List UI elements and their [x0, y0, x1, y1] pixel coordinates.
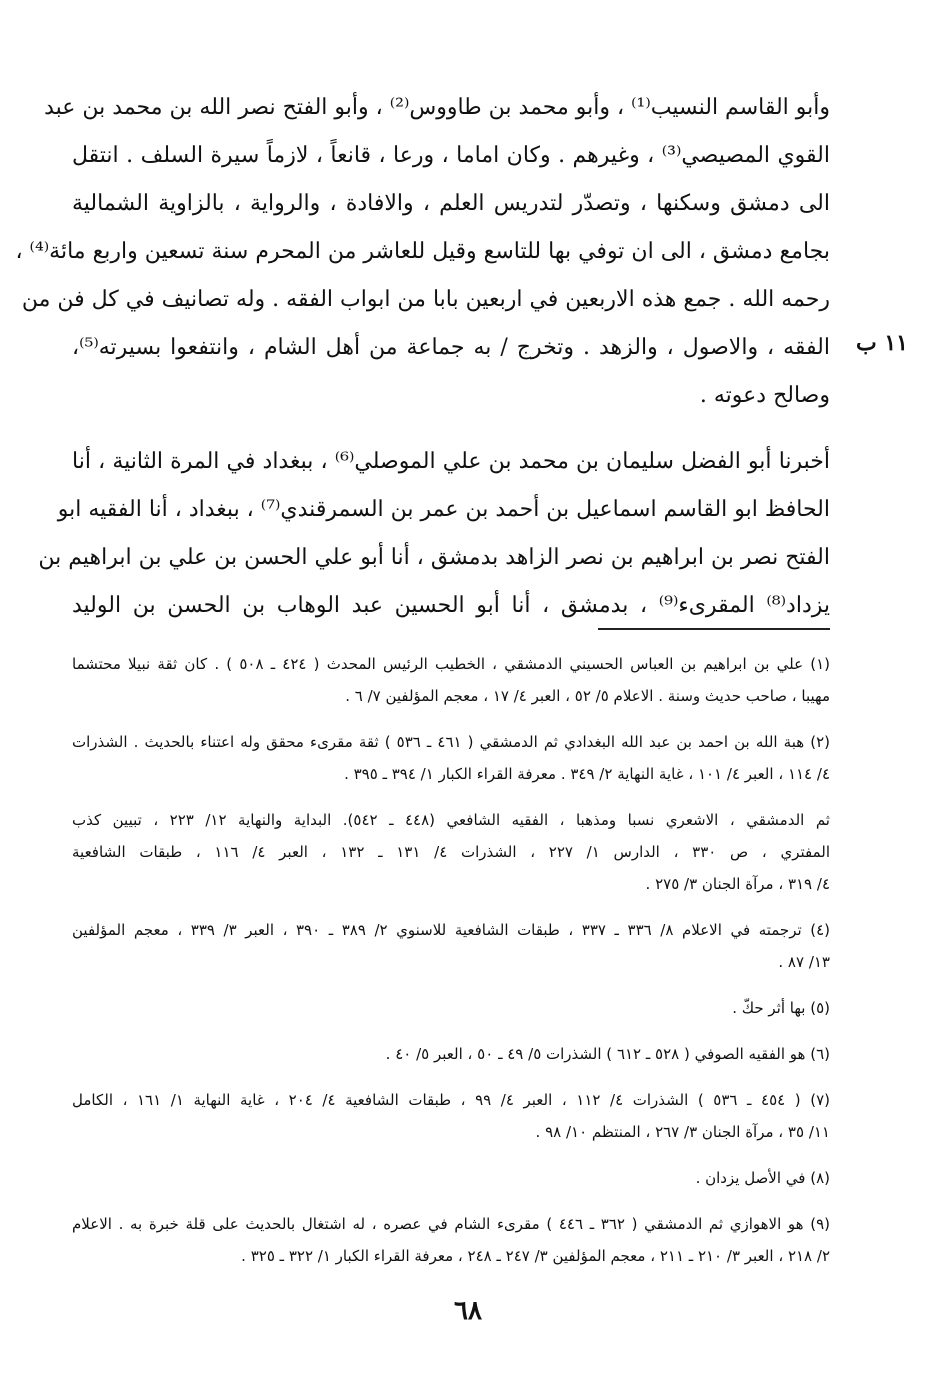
footnote-line: ١١/ ٣٥ ، مرآة الجنان ٣/ ٢٦٧ ، المنتظم ١٠/ ٩٨ .	[535, 1123, 830, 1141]
text-line: القوي المصيصي⁽³⁾ ، وغيرهم . وكان اماما ، ورعا ، قانعاً ، لازماً سيرة السلف . انتقل	[72, 143, 830, 168]
footnote-line: (٤) ترجمته في الاعلام ٨/ ٣٣٦ ـ ٣٣٧ ، طبقات الشافعية للاسنوي ٢/ ٣٨٩ ـ ٣٩٠ ، العبر ٣/ ٣٣٩ ، معجم المؤلفين	[72, 921, 831, 939]
footnote	[72, 804, 830, 900]
footnote	[72, 1162, 830, 1194]
footnote-line: (٧) ( ٤٥٤ ـ ٥٣٦ ) الشذرات ٤/ ١١٢ ، العبر ٤/ ٩٩ ، طبقات الشافعية ٤/ ٢٠٤ ، غاية النهاية ١/ ١٦١ ، الكامل	[72, 1091, 830, 1109]
footnote-line: (٢) هبة الله بن احمد بن عبد الله البغدادي ثم الدمشقي ( ٤٦١ ـ ٥٣٦ ) ثقة مقرىء محقق وله اعتناء بالحديث . الشذرات	[72, 733, 830, 751]
footnote-line: المفتري ، ص ٣٣٠ ، الدارس ١/ ٢٢٧ ، الشذرات ٤/ ١٣١ ـ ١٣٢ ، العبر ٤/ ١١٦ ، طبقات الشافعية	[72, 843, 830, 861]
text-line: بجامع دمشق ، الى ان توفي بها للتاسع وقيل للعاشر من المحرم سنة تسعين واربع مائة⁽⁴⁾ ،	[15, 239, 830, 264]
footnote-line: (١) علي بن ابراهيم بن العباس الحسيني الدمشقي ، الخطيب الرئيس المحدث ( ٤٢٤ ـ ٥٠٨ ) . كان ثقة نبيلا محتشما	[72, 655, 830, 673]
footnote-line: ثم الدمشقي ، الاشعري نسبا ومذهبا ، الفقيه الشافعي (٤٤٨ ـ ٥٤٢). البداية والنهاية ١٢/ ٢٢٣ ، تبيين كذب	[72, 811, 830, 829]
footnote	[72, 914, 830, 978]
footnote-line: ٤/ ٣١٩ ، مرآة الجنان ٣/ ٢٧٥ .	[645, 875, 830, 893]
paragraph-1	[15, 84, 830, 420]
text-line: وأبو القاسم النسيب⁽¹⁾ ، وأبو محمد بن طاووس⁽²⁾ ، وأبو الفتح نصر الله بن محمد بن عبد	[44, 95, 830, 120]
footnote	[72, 726, 830, 790]
footnote	[72, 648, 830, 712]
footnote-separator	[598, 628, 830, 630]
footnote-line: مهيبا ، صاحب حديث وسنة . الاعلام ٥/ ٥٢ ، العبر ٤/ ١٧ ، معجم المؤلفين ٧/ ٦ .	[345, 687, 830, 705]
text-line: يزداد⁽⁸⁾ المقرىء⁽⁹⁾ ، بدمشق ، أنا أبو الحسين عبد الوهاب بن الحسن بن الوليد	[72, 593, 830, 618]
paragraph-gap	[72, 420, 830, 438]
text-line: الفتح نصر بن ابراهيم بن نصر الزاهد بدمشق ، أنا أبو علي الحسن بن علي بن ابراهيم بن	[38, 545, 830, 570]
text-line: الفقه ، والاصول ، والزهد . وتخرج / به جماعة من أهل الشام ، وانتفعوا بسيرته⁽⁵⁾،	[72, 335, 830, 360]
footnote	[72, 1038, 830, 1070]
footnote-line: (٨) في الأصل يزدان .	[695, 1169, 830, 1187]
footnote	[72, 1084, 830, 1148]
footnote-line: (٩) هو الاهوازي ثم الدمشقي ( ٣٦٢ ـ ٤٤٦ ) مقرىء الشام في عصره ، له اشتغال بالحديث على قلة خبرة به . الاعلام	[72, 1215, 831, 1233]
footnote	[72, 1208, 830, 1272]
paragraph-2	[38, 438, 831, 630]
footnote-line: (٥) بها أثر حكّ .	[732, 999, 830, 1017]
text-line: الحافظ ابو القاسم اسماعيل بن أحمد بن عمر بن السمرقندي⁽⁷⁾ ، ببغداد ، أنا الفقيه ابو	[57, 497, 830, 522]
text-line: وصالح دعوته .	[699, 383, 830, 408]
text-line: الى دمشق وسكنها ، وتصدّر لتدريس العلم ، والافادة ، والرواية ، بالزاوية الشمالية	[72, 191, 830, 216]
footnotes	[72, 648, 830, 1286]
main-text	[15, 84, 831, 630]
page-number: ٦٨	[454, 1296, 482, 1326]
text-line: رحمه الله . جمع هذه الاربعين في اربعين بابا من ابواب الفقه . وله تصانيف في كل فن من	[21, 287, 830, 312]
footnote	[72, 992, 830, 1024]
manuscript-folio-marker: ١١ ب	[855, 330, 908, 356]
footnote-line: ٢/ ٢١٨ ، العبر ٣/ ٢١٠ ـ ٢١١ ، معجم المؤلفين ٣/ ٢٤٧ ـ ٢٤٨ ، معرفة القراء الكبار ١/ ٣٢٢ ـ ٣٢٥ .	[241, 1247, 830, 1265]
text-line: أخبرنا أبو الفضل سليمان بن محمد بن علي الموصلي⁽⁶⁾ ، ببغداد في المرة الثانية ، أنا	[72, 449, 831, 474]
footnote-line: ١٣/ ٨٧ .	[778, 953, 830, 971]
footnote-line: ٤/ ١١٤ ، العبر ٤/ ١٠١ ، غاية النهاية ٢/ ٣٤٩ . معرفة القراء الكبار ١/ ٣٩٤ ـ ٣٩٥ .	[344, 765, 830, 783]
footnote-line: (٦) هو الفقيه الصوفي ( ٥٢٨ ـ ٦١٢ ) الشذرات ٥/ ٤٩ ـ ٥٠ ، العبر ٥/ ٤٠ .	[385, 1045, 830, 1063]
